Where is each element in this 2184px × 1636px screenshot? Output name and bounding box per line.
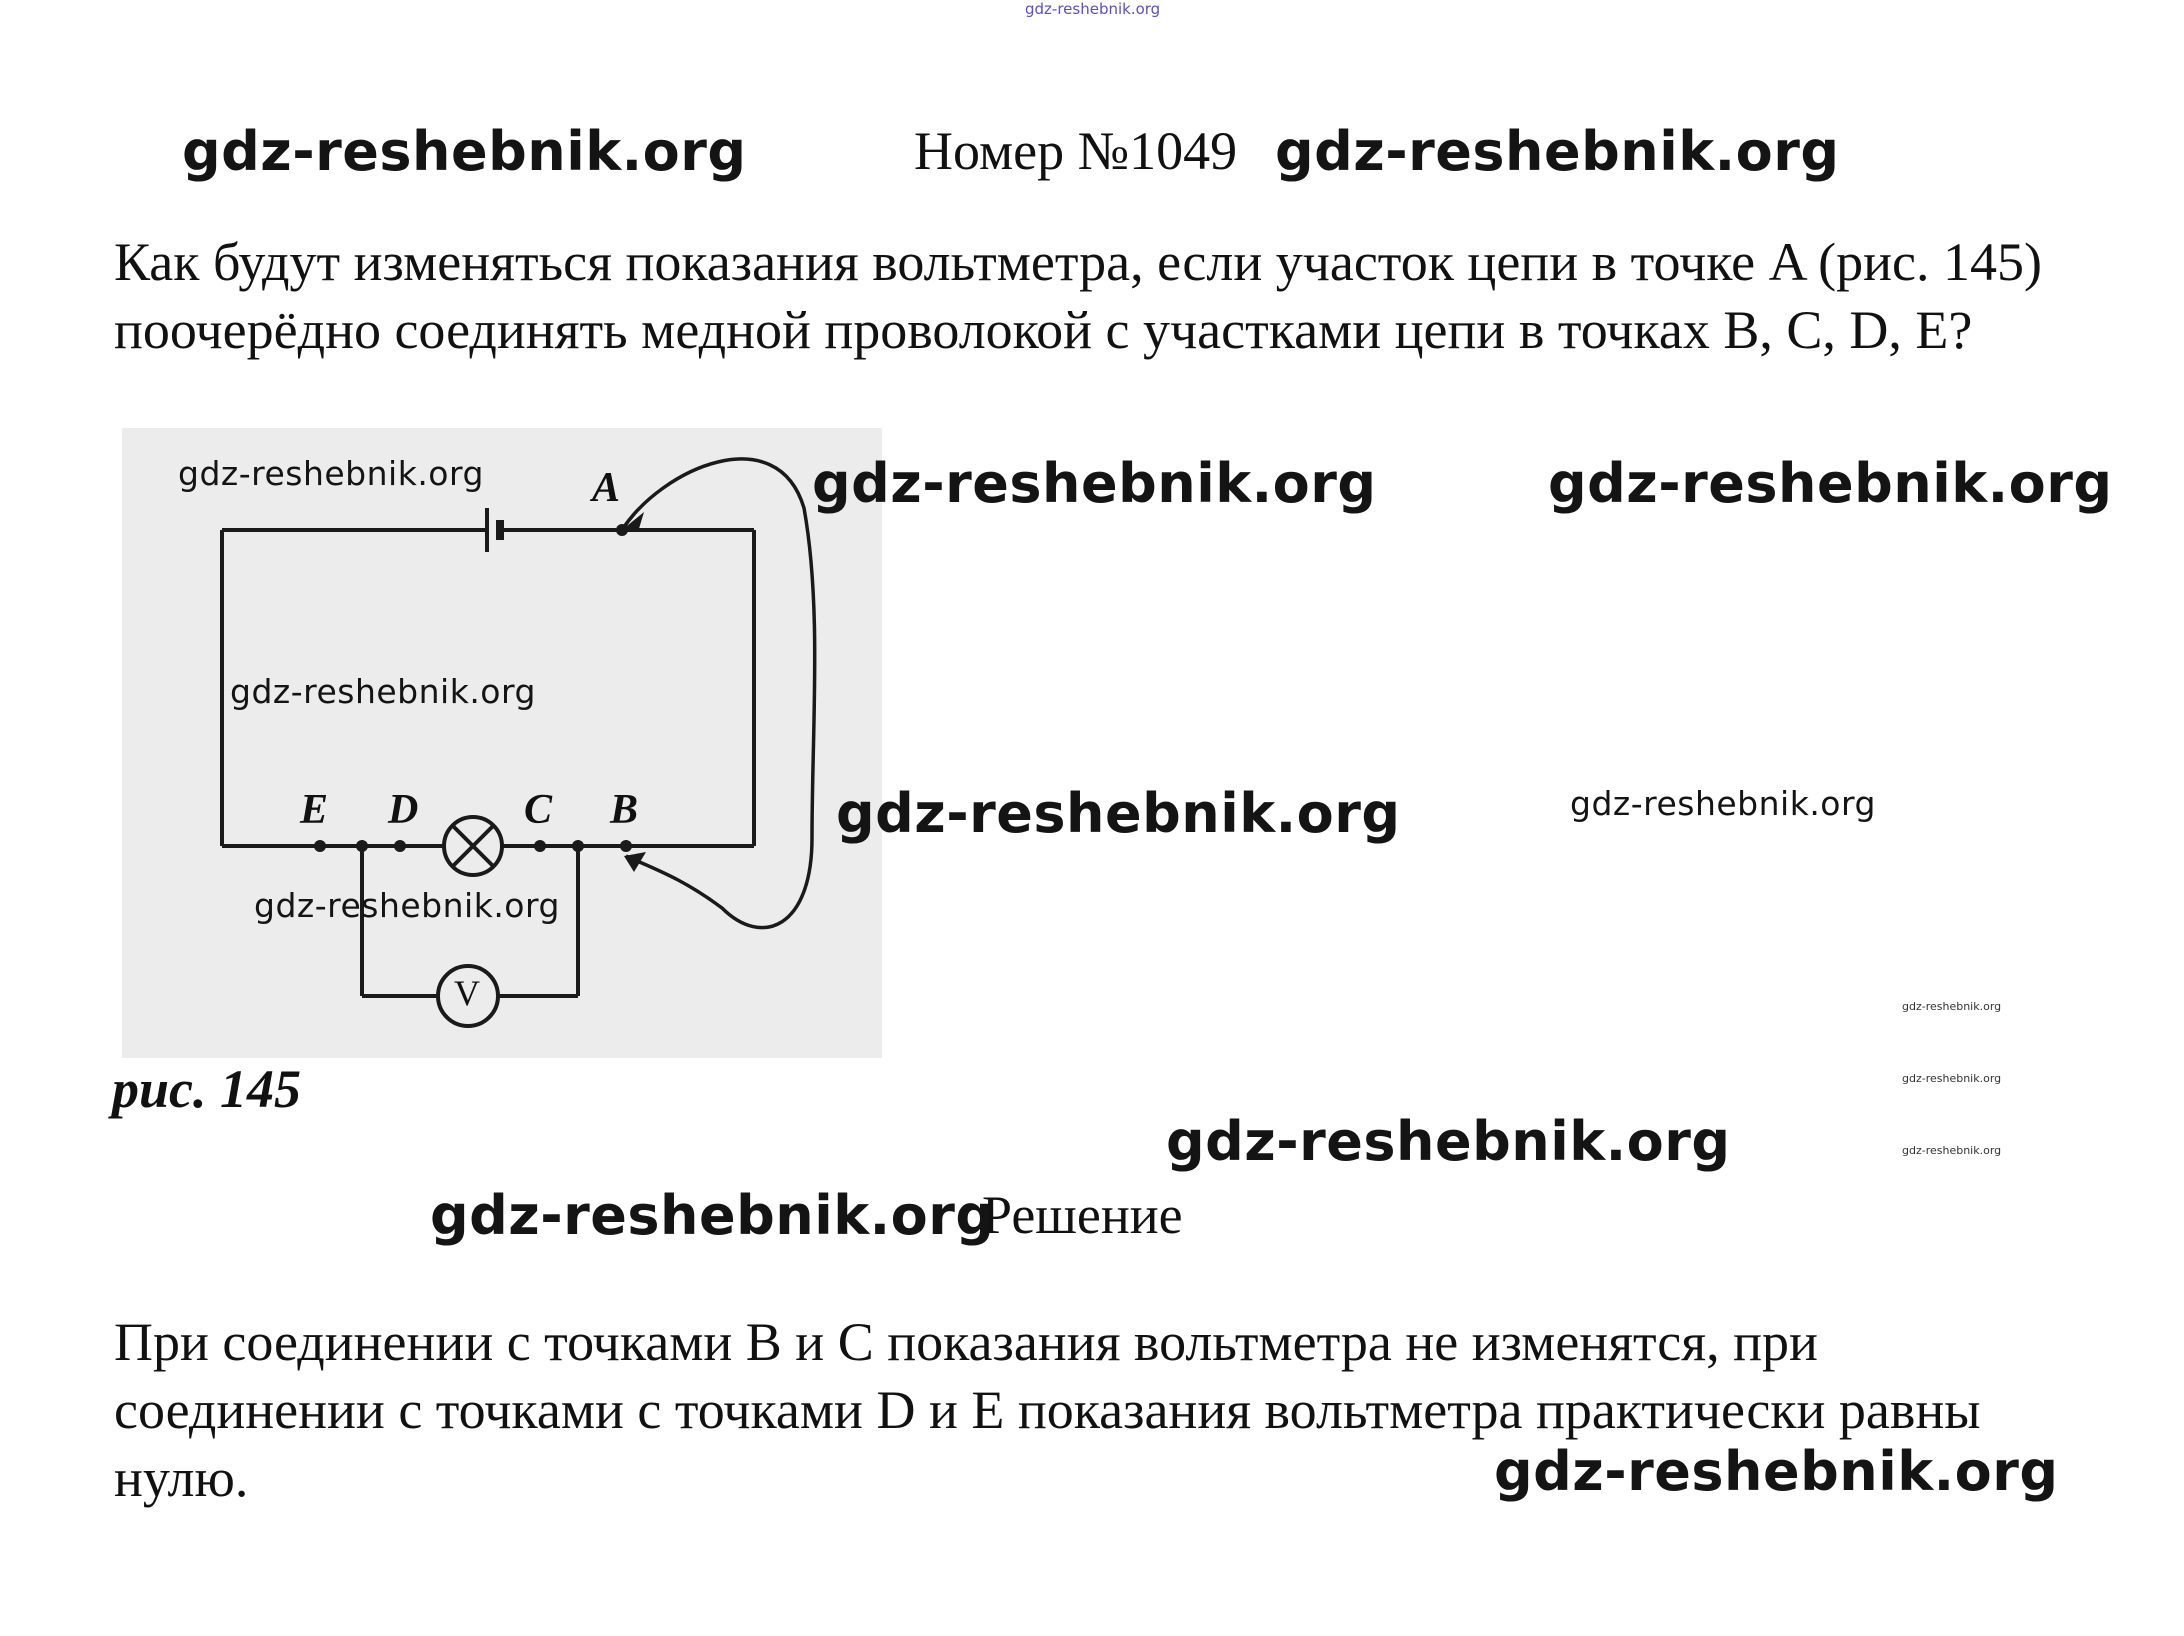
watermark-header-left: gdz-reshebnik.org [182,120,747,183]
watermark-tiny-2: gdz-reshebnik.org [1902,1072,2002,1085]
watermark-right-1: gdz-reshebnik.org [812,452,1377,515]
node-b [620,840,632,852]
circuit-figure [122,428,882,1058]
label-a: A [592,465,621,511]
watermark-figure-3: gdz-reshebnik.org [254,886,560,925]
top-watermark: gdz-reshebnik.org [1025,0,1161,18]
watermark-bottom: gdz-reshebnik.org [1494,1440,2059,1503]
solution-text: При соединении с точками B и C показания вольтметра не изменятся, при соединении с точками с точками D и E показания вольтметра практически равны нулю. [114,1312,1981,1508]
label-c: C [524,787,553,833]
label-e: E [300,787,329,833]
voltmeter-label: V [454,973,480,1013]
label-b: B [610,787,639,833]
watermark-header-right: gdz-reshebnik.org [1275,120,1840,183]
watermark-figure-1: gdz-reshebnik.org [178,454,484,493]
question-text: Как будут изменяться показания вольтметра, если участок цепи в точке A (рис. 145) поочерёдно соединять медной проволокой с участками цепи в точках B, C, D, E? [114,232,2042,360]
node-a [616,524,628,536]
node-d [394,840,406,852]
node-c [534,840,546,852]
watermark-solution: gdz-reshebnik.org [430,1184,995,1247]
node-e [314,840,326,852]
figure-caption: рис. 145 [112,1059,301,1119]
solution-heading: Решение [982,1185,1183,1245]
watermark-tiny-3: gdz-reshebnik.org [1902,1144,2002,1157]
watermark-tiny-1: gdz-reshebnik.org [1902,1000,2002,1013]
watermark-right-3: gdz-reshebnik.org [836,782,1401,845]
node-branch-left [356,840,368,852]
watermark-right-4: gdz-reshebnik.org [1570,784,1876,823]
watermark-mid: gdz-reshebnik.org [1166,1110,1731,1173]
circuit-diagram [122,428,882,1058]
problem-number: Номер №1049 [914,121,1238,181]
node-branch-right [572,840,584,852]
watermark-right-2: gdz-reshebnik.org [1548,452,2113,515]
label-d: D [388,787,419,833]
watermark-figure-2: gdz-reshebnik.org [230,672,536,711]
